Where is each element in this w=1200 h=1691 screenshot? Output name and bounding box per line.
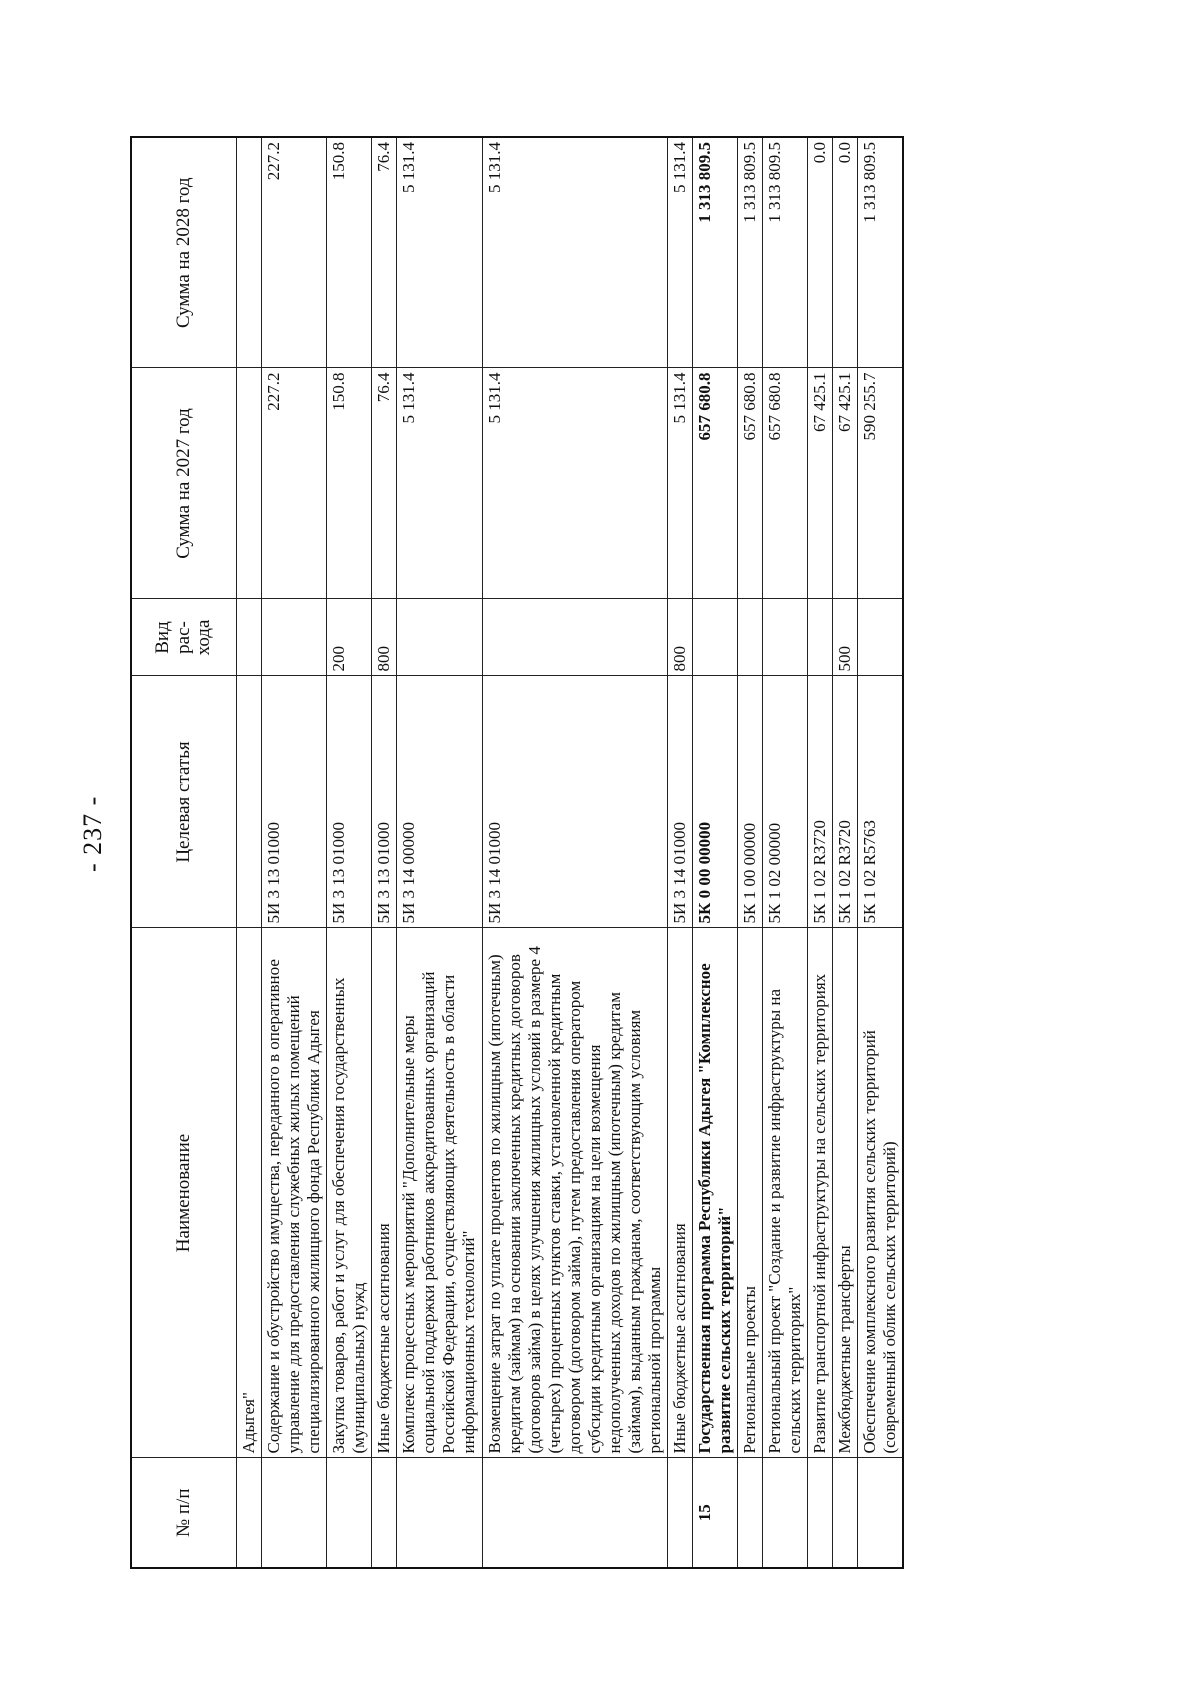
budget-table <box>130 136 904 1569</box>
cell-name: Развитие транспортной инфраструктуры на сельских территориях <box>808 928 833 1458</box>
header-name: Наименование <box>131 928 237 1458</box>
cell-sum-2027: 590 255.7 <box>858 368 904 599</box>
cell-type <box>397 599 482 676</box>
table-row <box>738 137 763 1568</box>
cell-num <box>808 1458 833 1568</box>
cell-sum-2027: 5 131.4 <box>667 368 692 599</box>
cell-type <box>858 599 904 676</box>
cell-type <box>237 599 262 676</box>
header-sum-2027: Сумма на 2027 год <box>131 368 237 599</box>
cell-type <box>692 599 737 676</box>
table-row <box>667 137 692 1568</box>
table-row <box>833 137 858 1568</box>
cell-sum-2028: 1 313 809.5 <box>738 137 763 368</box>
cell-type: 800 <box>372 599 397 676</box>
cell-sum-2028: 5 131.4 <box>667 137 692 368</box>
cell-name: Межбюджетные трансферты <box>833 928 858 1458</box>
cell-sum-2027: 67 425.1 <box>808 368 833 599</box>
header-target: Целевая статья <box>131 676 237 928</box>
cell-type: 800 <box>667 599 692 676</box>
cell-type: 200 <box>327 599 372 676</box>
cell-type <box>738 599 763 676</box>
cell-sum-2028: 0.0 <box>833 137 858 368</box>
cell-type <box>262 599 327 676</box>
cell-target: 5И 3 14 00000 <box>397 676 482 928</box>
cell-sum-2028: 5 131.4 <box>397 137 482 368</box>
cell-num <box>667 1458 692 1568</box>
cell-sum-2028: 227.2 <box>262 137 327 368</box>
cell-type: 500 <box>833 599 858 676</box>
cell-sum-2028 <box>237 137 262 368</box>
cell-target: 5И 3 13 01000 <box>327 676 372 928</box>
cell-name: Государственная программа Республики Адыгея "Комплексное развитие сельских территорий" <box>692 928 737 1458</box>
table-row <box>372 137 397 1568</box>
cell-target: 5К 1 02 00000 <box>763 676 808 928</box>
cell-sum-2027: 227.2 <box>262 368 327 599</box>
table-row <box>482 137 667 1568</box>
cell-name: Комплекс процессных мероприятий "Дополнительные меры социальной поддержки работников аккредитованных организаций Российской Федерации, осуществляющих деятельность в области информационных технологий" <box>397 928 482 1458</box>
table-row <box>327 137 372 1568</box>
cell-sum-2027: 5 131.4 <box>397 368 482 599</box>
cell-sum-2027: 657 680.8 <box>692 368 737 599</box>
cell-sum-2028: 1 313 809.5 <box>763 137 808 368</box>
header-num: № п/п <box>131 1458 237 1568</box>
cell-name: Обеспечение комплексного развития сельских территорий (современный облик сельских территорий) <box>858 928 904 1458</box>
cell-sum-2027: 5 131.4 <box>482 368 667 599</box>
table-row <box>262 137 327 1568</box>
cell-sum-2028: 1 313 809.5 <box>692 137 737 368</box>
cell-type <box>763 599 808 676</box>
header-type: Вид рас-хода <box>131 599 237 676</box>
cell-sum-2027: 657 680.8 <box>738 368 763 599</box>
cell-target: 5И 3 13 01000 <box>262 676 327 928</box>
cell-name: Региональный проект "Создание и развитие инфраструктуры на сельских территориях" <box>763 928 808 1458</box>
cell-num <box>763 1458 808 1568</box>
header-sum-2028: Сумма на 2028 год <box>131 137 237 368</box>
cell-target: 5К 1 02 R3720 <box>833 676 858 928</box>
cell-num: 15 <box>692 1458 737 1568</box>
cell-name: Региональные проекты <box>738 928 763 1458</box>
cell-target: 5И 3 13 01000 <box>372 676 397 928</box>
table-body <box>237 137 904 1568</box>
cell-target: 5И 3 14 01000 <box>482 676 667 928</box>
cell-num <box>858 1458 904 1568</box>
cell-sum-2027: 150.8 <box>327 368 372 599</box>
table-row <box>763 137 808 1568</box>
cell-num <box>397 1458 482 1568</box>
cell-name: Иные бюджетные ассигнования <box>372 928 397 1458</box>
table-row <box>858 137 904 1568</box>
cell-target: 5И 3 14 01000 <box>667 676 692 928</box>
cell-target: 5К 1 02 R5763 <box>858 676 904 928</box>
document-table-container <box>130 138 1040 1569</box>
cell-sum-2028: 76.4 <box>372 137 397 368</box>
cell-target: 5К 0 00 00000 <box>692 676 737 928</box>
cell-sum-2027 <box>237 368 262 599</box>
cell-sum-2028: 1 313 809.5 <box>858 137 904 368</box>
cell-name: Возмещение затрат по уплате процентов по жилищным (ипотечным) кредитам (займам) на основании заключенных кредитных договоров (договоров займа) в целях улучшения жилищных условий в размере 4 (четырех) процентных пунктов ставки, установленной кредитным договором (договором займа), путем предоставления оператором субсидии кредитным организациям на цели возмещения недополученных доходов по жилищным (ипотечным) кредитам (займам), выданным гражданам, соответствующим условиям региональной программы <box>482 928 667 1458</box>
cell-num <box>327 1458 372 1568</box>
cell-sum-2027: 76.4 <box>372 368 397 599</box>
cell-target: 5К 1 02 R3720 <box>808 676 833 928</box>
table-row <box>808 137 833 1568</box>
cell-num <box>372 1458 397 1568</box>
cell-type <box>482 599 667 676</box>
cell-type <box>808 599 833 676</box>
cell-num <box>482 1458 667 1568</box>
cell-name: Содержание и обустройство имущества, переданного в оперативное управление для предоставления служебных жилых помещений специализированного жилищного фонда Республики Адыгея <box>262 928 327 1458</box>
cell-sum-2027: 657 680.8 <box>763 368 808 599</box>
page-number: - 237 - <box>78 795 107 872</box>
cell-num <box>237 1458 262 1568</box>
table-row <box>692 137 737 1568</box>
cell-sum-2028: 5 131.4 <box>482 137 667 368</box>
cell-num <box>833 1458 858 1568</box>
table-row <box>397 137 482 1568</box>
cell-sum-2027: 67 425.1 <box>833 368 858 599</box>
cell-target: 5К 1 00 00000 <box>738 676 763 928</box>
cell-num <box>262 1458 327 1568</box>
cell-sum-2028: 150.8 <box>327 137 372 368</box>
cell-name: Закупка товаров, работ и услуг для обеспечения государственных (муниципальных) нужд <box>327 928 372 1458</box>
cell-name: Иные бюджетные ассигнования <box>667 928 692 1458</box>
cell-name: Адыгея" <box>237 928 262 1458</box>
table-row <box>237 137 262 1568</box>
table-header-row <box>131 137 237 1568</box>
cell-target <box>237 676 262 928</box>
cell-num <box>738 1458 763 1568</box>
cell-sum-2028: 0.0 <box>808 137 833 368</box>
